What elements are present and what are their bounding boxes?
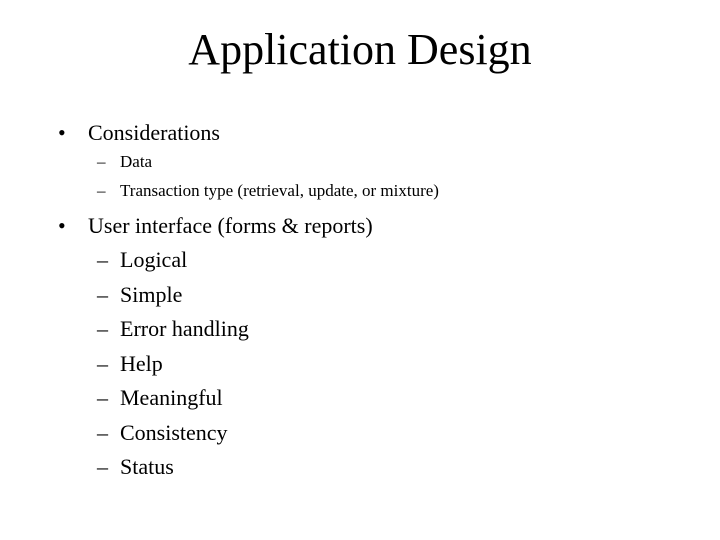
subitem-error-handling xyxy=(97,316,249,342)
subitem-consistency xyxy=(97,420,228,446)
dash-marker: – xyxy=(97,420,108,445)
dash-marker: – xyxy=(97,454,108,479)
subitem-meaningful xyxy=(97,385,223,411)
subitem-data xyxy=(97,152,152,172)
subitem-text: Transaction type (retrieval, update, or mixture) xyxy=(120,181,439,200)
subitem-transaction-type xyxy=(97,181,439,201)
subitem-text: Simple xyxy=(120,282,183,307)
dash-marker: – xyxy=(97,385,108,410)
subitem-text: Meaningful xyxy=(120,385,223,410)
dash-marker: – xyxy=(97,316,108,341)
subitem-text: Data xyxy=(120,152,153,171)
slide-title: Application Design xyxy=(188,25,532,74)
subitem-text: Status xyxy=(120,454,174,479)
bullet-marker: • xyxy=(58,120,66,145)
subitem-help xyxy=(97,351,163,377)
subitem-text: Logical xyxy=(120,247,188,272)
bullet-considerations xyxy=(58,120,220,146)
dash-marker: – xyxy=(97,351,108,376)
subitem-text: Consistency xyxy=(120,420,228,445)
subitem-text: Help xyxy=(120,351,163,376)
subitem-text: Error handling xyxy=(120,316,249,341)
dash-marker: – xyxy=(97,181,106,200)
subitem-status xyxy=(97,454,174,480)
dash-marker: – xyxy=(97,247,108,272)
subitem-simple xyxy=(97,282,182,308)
bullet-marker: • xyxy=(58,213,66,238)
bullet-text: Considerations xyxy=(88,120,220,145)
bullet-text: User interface (forms & reports) xyxy=(88,213,373,238)
subitem-logical xyxy=(97,247,187,273)
dash-marker: – xyxy=(97,282,108,307)
dash-marker: – xyxy=(97,152,106,171)
bullet-user-interface xyxy=(58,213,373,239)
